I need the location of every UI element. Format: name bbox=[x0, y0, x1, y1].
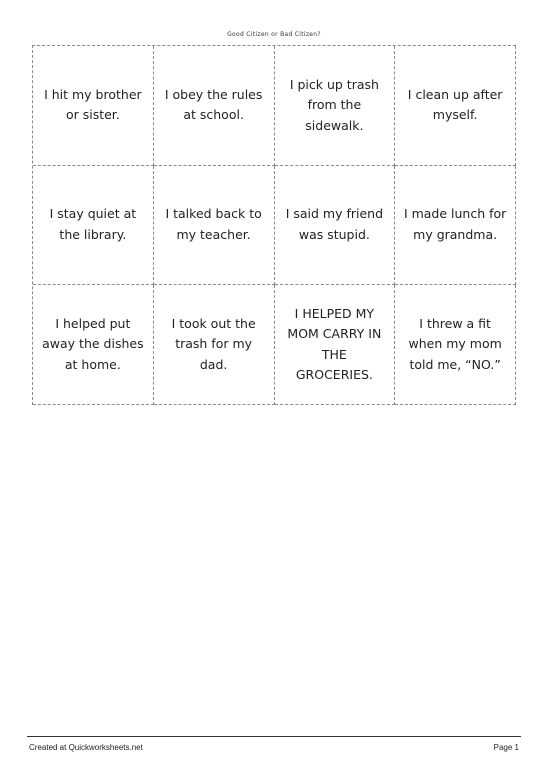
card-line: sidewalk. bbox=[305, 117, 364, 133]
card-line: told me, “NO.” bbox=[409, 356, 501, 372]
card-line: when my mom bbox=[408, 336, 502, 352]
card-text bbox=[404, 204, 506, 245]
card-text bbox=[286, 204, 383, 245]
card-line: I obey the rules bbox=[164, 86, 263, 102]
card-text bbox=[290, 75, 379, 137]
card-text bbox=[42, 314, 143, 376]
footer-divider bbox=[27, 736, 521, 737]
card-line: I stay quiet at bbox=[49, 206, 137, 222]
card bbox=[154, 166, 275, 286]
card-line: trash for my dad. bbox=[175, 336, 253, 372]
card-line: at school. bbox=[183, 107, 244, 123]
card-line: from the bbox=[307, 97, 362, 113]
card-text bbox=[408, 85, 503, 126]
card-text bbox=[165, 85, 263, 126]
card bbox=[154, 46, 275, 166]
card-line: away the dishes bbox=[42, 336, 144, 352]
card-line: or sister. bbox=[65, 107, 120, 123]
card bbox=[275, 285, 396, 405]
card-line: THE bbox=[321, 346, 347, 362]
card-line: my grandma. bbox=[413, 226, 498, 242]
card-line: the library. bbox=[59, 226, 127, 242]
card bbox=[395, 285, 516, 405]
card-line: I hit my brother bbox=[44, 86, 142, 102]
card bbox=[275, 46, 396, 166]
card-line: I clean up after bbox=[407, 86, 503, 102]
card-line: I said my friend bbox=[285, 206, 384, 222]
card-text bbox=[160, 314, 268, 376]
card-line: at home. bbox=[64, 356, 121, 372]
card bbox=[275, 166, 396, 286]
card-text bbox=[44, 85, 142, 126]
footer-page-number: Page 1 bbox=[493, 743, 519, 752]
card-grid bbox=[32, 45, 516, 405]
page-title: Good Citizen or Bad Citizen? bbox=[227, 31, 321, 38]
card-line: my teacher. bbox=[176, 226, 251, 242]
card-line: was stupid. bbox=[298, 226, 370, 242]
card-text bbox=[165, 204, 261, 245]
card-line: I threw a fit bbox=[419, 315, 491, 331]
card bbox=[395, 46, 516, 166]
card-line: I helped put bbox=[55, 315, 131, 331]
footer-credit: Created at Quickworksheets.net bbox=[29, 743, 143, 752]
card-line: I talked back to bbox=[165, 206, 262, 222]
card bbox=[33, 166, 154, 286]
card bbox=[395, 166, 516, 286]
card-line: I took out the bbox=[171, 315, 256, 331]
card bbox=[33, 285, 154, 405]
card bbox=[33, 46, 154, 166]
card-line: myself. bbox=[432, 107, 478, 123]
card-line: GROCERIES. bbox=[295, 367, 373, 383]
card-line: MOM CARRY IN bbox=[287, 326, 382, 342]
card-text bbox=[50, 204, 137, 245]
card-line: I made lunch for bbox=[403, 206, 507, 222]
card-line: I pick up trash bbox=[289, 76, 379, 92]
card-line: I HELPED MY bbox=[294, 305, 375, 321]
card-text bbox=[287, 304, 381, 386]
card bbox=[154, 285, 275, 405]
card-text bbox=[408, 314, 501, 376]
